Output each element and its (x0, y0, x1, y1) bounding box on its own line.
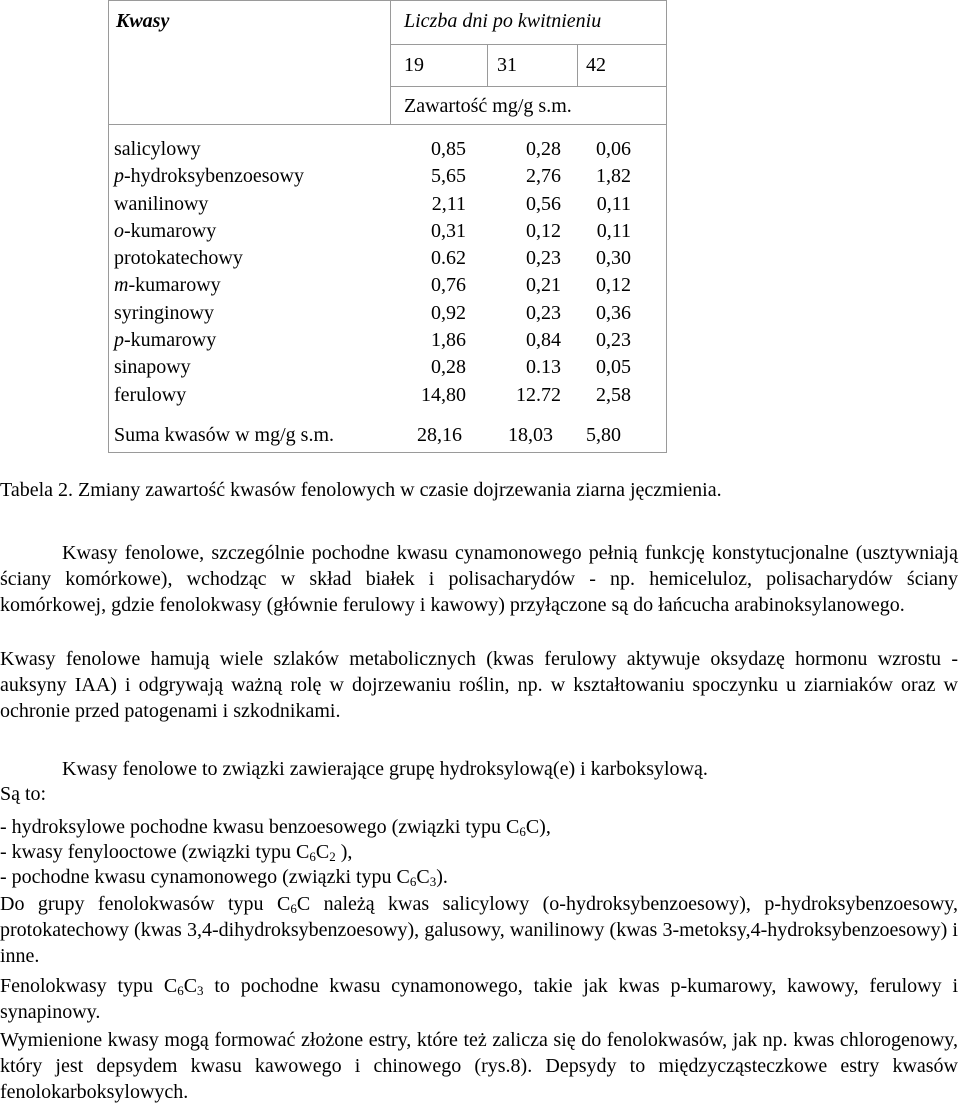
cell-value: 0,31 (431, 219, 466, 242)
paragraph-1: Kwasy fenolowe, szczególnie pochodne kwasu cynamonowego pełnią funkcję konstytucjonalne (usztywniają ściany komórkowe), wchodząc w skład białek i polisacharydów - np. hemiceluloz, polisacharydów ściany komórkowej, gdzie fenolokwasy (głównie ferulowy i kawowy) przyłączone są do łańcucha arabinoksylanowego. (0, 542, 958, 616)
header-kwasy: Kwasy (116, 10, 170, 32)
paragraph-2: Kwasy fenolowe hamują wiele szlaków metabolicznych (kwas ferulowy aktywuje oksydazę hormonu wzrostu - auksyny IAA) i odgrywają ważną rolę w dojrzewaniu roślin, np. w kształtowaniu spoczynku u ziarniaków oraz w ochronie przed patogenami i szkodnikami. (0, 648, 958, 722)
cell-value: 0,23 (526, 247, 561, 270)
cell-value: 0,85 (431, 138, 466, 160)
cell-value: 5,65 (431, 165, 466, 188)
cell-value: 0,23 (596, 329, 631, 352)
table-border-left (108, 0, 109, 453)
table-row-name: syringinowy (114, 301, 214, 324)
cell-value: 1,86 (431, 329, 466, 352)
table-row-name: o-kumarowy (114, 219, 217, 242)
cell-value: 0.13 (526, 356, 561, 379)
table-divider-days (390, 44, 667, 45)
values-day-19-column (398, 136, 466, 409)
sum-day-19: 28,16 (417, 424, 462, 446)
table-row-name: wanilinowy (114, 192, 209, 215)
list-intro: Są to: (0, 783, 47, 805)
header-unit: Zawartość mg/g s.m. (404, 95, 572, 117)
paragraph-6: Wymienione kwasy mogą formować złożone estry, które też zalicza się do fenolokwasów, jak np. kwas chlorogenowy, który jest depsydem kwasu kawowego i chinowego (rys.8). Depsydy to międzycząsteczkowe estry kwasów fenolokarboksylowych. (0, 1029, 958, 1103)
paragraph-3: Kwasy fenolowe to związki zawierające grupę hydroksylową(e) i karboksylową. (62, 758, 708, 780)
table-divider-kwasy (390, 0, 391, 125)
cell-value: 0,36 (596, 301, 631, 324)
paragraph-4: Do grupy fenolokwasów typu $C_6C$ należą kwas salicylowy (o-hydroksybenzoesowy), p-hydroksybenzoesowy, protokatechowy (kwas 3,4-dihydroksybenzoesowy), galusowy, wanilinowy (kwas 3-metoksy,4-hydroksybenzoesowy) i inne. (0, 893, 958, 967)
cell-value: 0,28 (526, 138, 561, 160)
table-border-bottom (108, 452, 667, 453)
table-row-name: p-hydroksybenzoesowy (114, 165, 304, 188)
table-border-top (108, 0, 667, 1)
cell-value: 0,21 (526, 274, 561, 297)
values-day-31-column (488, 136, 561, 409)
sum-day-42: 5,80 (586, 424, 621, 446)
table-divider-values (390, 86, 667, 87)
cell-value: 2,76 (526, 165, 561, 188)
cell-value: 12.72 (516, 383, 561, 406)
sum-label: Suma kwasów w mg/g s.m. (114, 424, 334, 446)
table-caption: Tabela 2. Zmiany zawartość kwasów fenolowych w czasie dojrzewania ziarna jęczmienia. (0, 479, 722, 501)
list-item: - kwasy fenylooctowe (związki typu $C_6C_2$ ), (0, 841, 353, 864)
header-day-42: 42 (586, 54, 606, 76)
cell-value: 0,56 (526, 192, 561, 215)
cell-value: 0,92 (431, 301, 466, 324)
sum-day-31: 18,03 (508, 424, 553, 446)
header-day-31: 31 (497, 54, 517, 76)
cell-value: 0,06 (596, 138, 631, 160)
table-row-name: sinapowy (114, 356, 191, 379)
table-row-name: salicylowy (114, 138, 201, 160)
cell-value: 0.62 (431, 247, 466, 270)
cell-value: 0,84 (526, 329, 561, 352)
acid-names-column (114, 136, 304, 409)
cell-value: 2,11 (431, 192, 466, 215)
cell-value: 1,82 (596, 165, 631, 188)
values-day-42-column (578, 136, 631, 409)
header-day-19: 19 (404, 54, 424, 76)
list-item: - hydroksylowe pochodne kwasu benzoesowego (związki typu $C_6C$), (0, 816, 551, 839)
cell-value: 0,12 (526, 219, 561, 242)
header-days-after-flowering: Liczba dni po kwitnieniu (404, 10, 602, 32)
table-row-name: p-kumarowy (114, 329, 217, 352)
table-border-right (666, 0, 667, 453)
cell-value: 0,05 (596, 356, 631, 379)
acid-content-table (108, 0, 667, 453)
paragraph-5: Fenolokwasy typu $C_6C_3$ to pochodne kwasu cynamonowego, takie jak kwas p-kumarowy, kawowy, ferulowy i synapinowy. (0, 975, 958, 1023)
table-row-name: protokatechowy (114, 247, 243, 270)
table-divider-19-31 (487, 44, 488, 87)
cell-value: 0,23 (526, 301, 561, 324)
table-divider-header (108, 124, 667, 125)
cell-value: 14,80 (421, 383, 466, 406)
table-row-name: m-kumarowy (114, 274, 221, 297)
table-divider-31-42 (577, 44, 578, 87)
cell-value: 0,30 (596, 247, 631, 270)
cell-value: 0,11 (596, 192, 631, 215)
cell-value: 0,12 (596, 274, 631, 297)
cell-value: 0,11 (596, 219, 631, 242)
cell-value: 0,28 (431, 356, 466, 379)
table-row-name: ferulowy (114, 383, 187, 406)
cell-value: 0,76 (431, 274, 466, 297)
list-item: - pochodne kwasu cynamonowego (związki typu $C_6C_3$). (0, 866, 448, 889)
cell-value: 2,58 (596, 383, 631, 406)
